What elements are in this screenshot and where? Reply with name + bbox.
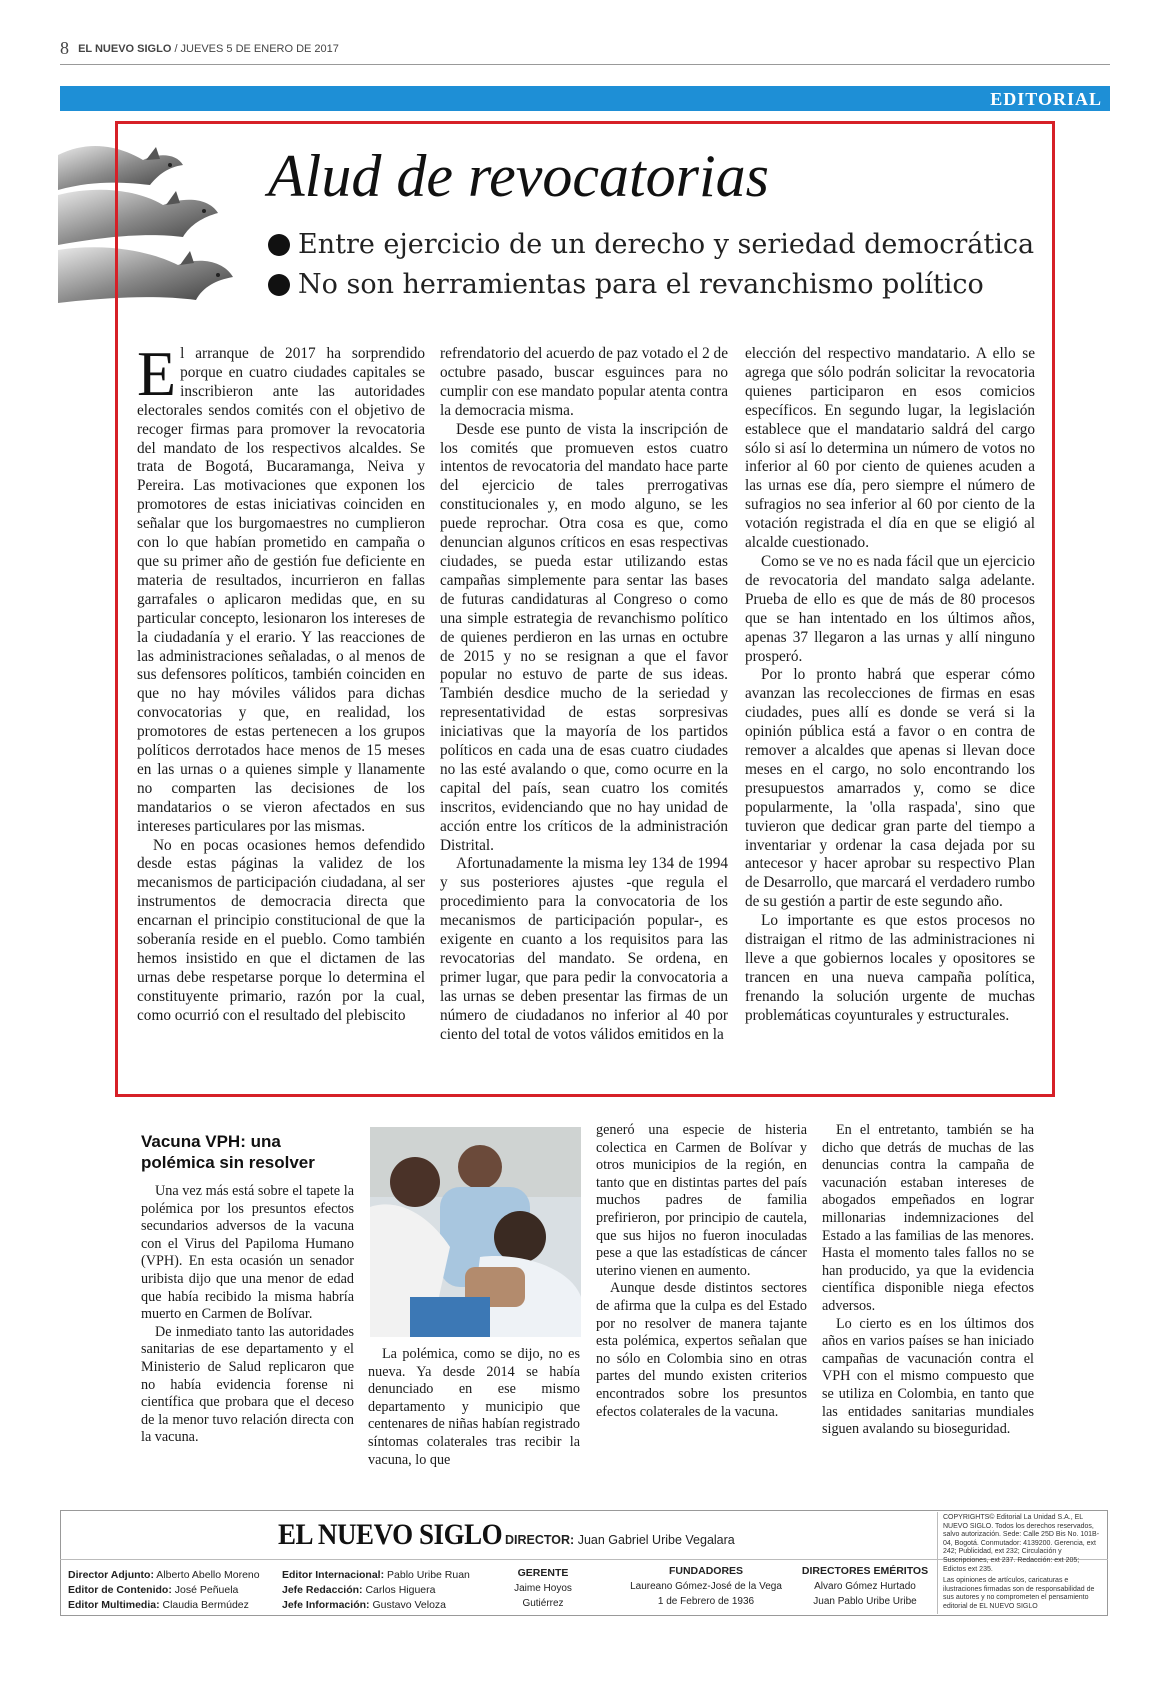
gerente-block [508, 1566, 578, 1611]
paragraph: refrendatorio del acuerdo de paz votado el 2 de octubre pasado, buscar esguinces para no cumplir con ese mandato popular atenta contra la democracia misma. [440, 345, 728, 419]
paragraph: Lo cierto es en los últimos dos años en varios países se han iniciado campañas de vacunación contra el VPH con el mismo compuesto que se utiliza en Colombia, en tanto que las entidades sanitarias mundiales siguen avalando su bioseguridad. [822, 1315, 1034, 1438]
paragraph: elección del respectivo mandatario. A ello se agrega que sólo podrán solicitar la revocatoria quienes participaron en esos comicios específicos. En segundo lugar, la legislación establece que el mandatario saldrá del cargo sólo si así lo determina un número de votos no inferior al 60 por ciento de quienes acuden a las urnas ese día, pero siempre el número de sufragios no sea inferior al 60 por ciento de la votación registrada el día en que se eligió al alcalde cuestionado. [745, 345, 1035, 552]
director-label: DIRECTOR: [505, 1533, 575, 1547]
staff-role: Jefe Redacción: [282, 1584, 363, 1596]
staff-name: Carlos Higuera [365, 1584, 436, 1596]
masthead-logo: EL NUEVO SIGLO [278, 1518, 503, 1551]
page-header [60, 38, 1110, 62]
copyright-text: COPYRIGHTS© Editorial La Unidad S.A., EL NUEVO SIGLO. Todos los derechos reservados, salvo autorización. Sede: Calle 25D Bis No. 101B-04, Bogotá. Conmutador: 4139200. Gerencia, ext 242; Publicidad, ext 232; Circulación y Suscripciones, ext 237. Redacción: ext 205; Edictos ext 235. [943, 1514, 1100, 1573]
header-date: / JUEVES 5 DE ENERO DE 2017 [174, 43, 339, 55]
paragraph: Desde ese punto de vista la inscripción de los comités que promueven estos cuatro intentos de revocatoria del mandato hace parte del ejercicio de tales prerrogativas constitucionales y, en modo alguno, se les puede reprochar. Otra cosa es que, como denuncian algunos críticos en esas respectivas ciudades, se pueda estar utilizando estas campañas simplemente para sentar las bases de futuras candidaturas al Congreso o como una simple estrategia de revanchismo político de quienes perdieron en las urnas en octubre de 2015 y no se resignan a que el favor popular no estuvo de parte de sus ideas. También desdice mucho de la seriedad y representatividad de estas sorpresivas iniciativas que la mayoría de los partidos políticos en cada una de esas cuatro ciudades no las esté avalando o que, como ocurre en la capital del país, sean cuatro los comités inscritos, evidenciando que no hay unidad de acción entre los críticos de la administración Distrital. [440, 420, 728, 854]
editorial-column-2 [440, 345, 728, 1045]
disclaimer-text: Las opiniones de artículos, caricaturas e ilustraciones firmadas son de responsabilidad de sus autores y no comprometen el pensamiento editorial de EL NUEVO SIGLO [943, 1577, 1095, 1610]
staff-list-right [282, 1568, 470, 1613]
staff-entry [68, 1568, 260, 1583]
staff-entry [68, 1598, 260, 1613]
bullet-dot [268, 234, 290, 256]
paragraph: La polémica, como se dijo, no es nueva. Ya desde 2014 se había denunciado en ese mismo departamento y municipio que centenares de niñas habían registrado síntomas colaterales tras recibir la vacuna, lo que [368, 1346, 580, 1468]
brief-title: Vacuna VPH: una polémica sin resolver [141, 1132, 315, 1172]
staff-role: Director Adjunto: [68, 1569, 154, 1581]
staff-entry [68, 1583, 260, 1598]
page-number: 8 [60, 38, 69, 58]
fundadores-date: 1 de Febrero de 1936 [657, 1596, 755, 1607]
staff-name: José Peñuela [174, 1584, 239, 1596]
copyright-divider [937, 1512, 938, 1614]
fundadores-label: FUNDADORES [668, 1565, 744, 1577]
paragraph: Afortunadamente la misma ley 134 de 1994 y sus posteriores ajustes -que regula el procedimiento para la convocatoria de los mecanismos de participación popular-, es exigente en cuanto a los requisitos para las revocatorias del mandato. Se ordena, en primer lugar, que para pedir la convocatoria a las urnas se deben presentar las firmas de un número de ciudadanos no inferior al 40 por ciento del total de votos válidos emitidos en la [440, 855, 728, 1043]
paragraph: En el entretanto, también se ha dicho que detrás de muchas de las denuncias contra la campaña de vacunación estaban intereses de abogados empeñados en lograr millonarias indemnizaciones del Estado a las familias de las menores. Hasta el momento tales fallos no se han producido, ya que la evidencia científica disponible niega efectos adversos. [822, 1122, 1034, 1314]
brief-column-1 [141, 1183, 354, 1447]
fundadores-block [606, 1564, 806, 1609]
section-bar [60, 86, 1110, 111]
staff-role: Editor de Contenido: [68, 1584, 172, 1596]
editorial-title: Alud de revocatorias [268, 143, 770, 209]
staff-list-left [68, 1568, 260, 1613]
staff-entry [282, 1583, 470, 1598]
emeritos-label: DIRECTORES EMÉRITOS [801, 1565, 929, 1577]
staff-entry [282, 1568, 470, 1583]
paragraph [137, 338, 425, 837]
staff-role: Jefe Información: [282, 1599, 370, 1611]
brief-column-4 [822, 1122, 1034, 1439]
paragraph: Por lo pronto habrá que esperar cómo avanzan las recolecciones de firmas en esas ciudades, pues allí es donde se verá si la opinión pública está a favor o en contra de remover a alcaldes que apenas si llevan doce meses en el cargo, no solo encontrando los presupuestos amarrados y, como se dice popularmente, la 'olla raspada', sino que tuvieron que dedicar gran parte del tiempo a inventariar y ordenar la casa dejada por su antecesor y hacer aprobar su respectivo Plan de Desarrollo, que marcará el verdadero rumbo de su gestión a partir de este segundo año. [745, 666, 1035, 911]
subtitle-text: No son herramientas para el revanchismo político [298, 269, 984, 300]
emeritos-name-2: Juan Pablo Uribe Uribe [813, 1596, 917, 1607]
staff-name: Pablo Uribe Ruan [387, 1569, 470, 1581]
staff-role: Editor Internacional: [282, 1569, 385, 1581]
gerente-label: GERENTE [517, 1567, 569, 1579]
copyright-block [943, 1514, 1103, 1612]
paragraph: Como se ve no es nada fácil que un ejercicio de revocatoria del mandato salga adelante. Prueba de ello es que de más de 80 procesos que se han intentado en los últimos años, apenas 37 llegaron a las urnas y allí ninguno prosperó. [745, 552, 1035, 665]
paragraph: Lo importante es que estos procesos no distraigan el ritmo de las administraciones ni lleve a que gobiernos locales y opositores se trancen en una nueva campaña política, frenando la solución urgente de muchas problemáticas coyunturales y estructurales. [745, 912, 1035, 1024]
paragraph: Una vez más está sobre el tapete la polémica por los presuntos efectos secundarios adversos de la vacuna con el Virus del Papiloma Humano (VPH). En esta ocasión un senador uribista dijo que una menor de edad que había recibido la misma habría muerto en Carmen de Bolívar. [141, 1183, 354, 1323]
emeritos-name-1: Alvaro Gómez Hurtado [814, 1581, 916, 1592]
staff-name: Alberto Abello Moreno [156, 1569, 260, 1581]
director-name: Juan Gabriel Uribe Vegalara [577, 1533, 735, 1547]
staff-name: Claudia Bermúdez [162, 1599, 249, 1611]
gerente-name-2: Gutiérrez [522, 1598, 564, 1609]
staff-entry [282, 1598, 470, 1613]
fundadores-names: Laureano Gómez-José de la Vega [630, 1581, 782, 1592]
brief-column-2 [368, 1346, 580, 1469]
staff-role: Editor Multimedia: [68, 1599, 160, 1611]
drop-cap: E [137, 338, 177, 409]
gerente-name-1: Jaime Hoyos [514, 1583, 572, 1594]
subtitle-text: Entre ejercicio de un derecho y seriedad democrática [298, 229, 1035, 260]
brief-column-3 [596, 1122, 807, 1421]
staff-name: Gustavo Veloza [372, 1599, 446, 1611]
emeritos-block [800, 1564, 930, 1609]
section-label: EDITORIAL [990, 89, 1102, 109]
paragraph: Aunque desde distintos sectores de afirma que la culpa es del Estado por no resolver de manera tajante esta polémica, expertos señalan que no sólo en Colombia sino en otras partes del mundo existen criterios encontrados sobre los presuntos efectos colaterales de la vacuna. [596, 1280, 807, 1420]
editorial-subtitle-2 [268, 269, 984, 300]
header-rule [60, 64, 1110, 65]
paragraph: De inmediato tanto las autoridades sanitarias de ese departamento y el Ministerio de Salud replicaron que no había evidencia forense ni científica que probara que el deceso de la menor tuvo relación directa con la vacuna. [141, 1323, 354, 1446]
editorial-subtitle-1 [268, 229, 1034, 260]
bullet-dot [268, 274, 290, 296]
paragraph: generó una especie de histeria colectica en Carmen de Bolívar y otros municipios de la región, en tanto que en distintas partes del país muchos padres de familia prefirieron, por principio de cautela, que sus hijos no fueron inoculadas pese a que las estadísticas de cáncer uterino vienen en aumento. [596, 1122, 807, 1279]
vaccination-photo [370, 1127, 581, 1337]
paragraph-text: l arranque de 2017 ha sorprendido porque en cuatro ciudades capitales se inscribieron ante las autoridades electorales sendos comités con el objetivo de recoger firmas para promover la revocatoria del mandato de los respectivos alcaldes. Se trata de Bogotá, Bucaramanga, Neiva y Pereira. Las motivaciones que exponen los promotores de estas iniciativas coinciden en señalar que los burgomaestres no cumplieron con lo que habían prometido en campaña o que su primer año de gestión fue deficiente en materia de resultados, incurrieron en fallas garrafales o aplicaron medidas que, en su particular concepto, lesionaron los intereses de la ciudadanía y el erario. Y las reacciones de las administraciones señaladas, o al menos de sus defensores políticos, también coinciden en que no hay móviles válidos para dichas convocatorias y que, en realidad, los promotores de estas pertenecen a los grupos políticos derrotados hace menos de 15 meses en las urnas o a quienes simple y llanamente no comparten las decisiones de los mandatarios o se vieron afectados en sus intereses particulares por las mismas. [137, 345, 425, 835]
header-paper-name: EL NUEVO SIGLO [78, 43, 172, 55]
editorial-column-1 [137, 338, 425, 1026]
paragraph: No en pocas ocasiones hemos defendido desde estas páginas la validez de los mecanismos de participación ciudadana, al ser instrumentos de democracia directa que encarnan el principio constitucional de que la soberanía reside en el pueblo. Como también hemos insistido en que el dictamen de las urnas debe respetarse porque lo determina el constituyente primario, razón por la cual, como ocurrió con el resultado del plebiscito [137, 836, 425, 1024]
editorial-column-3 [745, 345, 1035, 1026]
director-line [505, 1533, 735, 1547]
